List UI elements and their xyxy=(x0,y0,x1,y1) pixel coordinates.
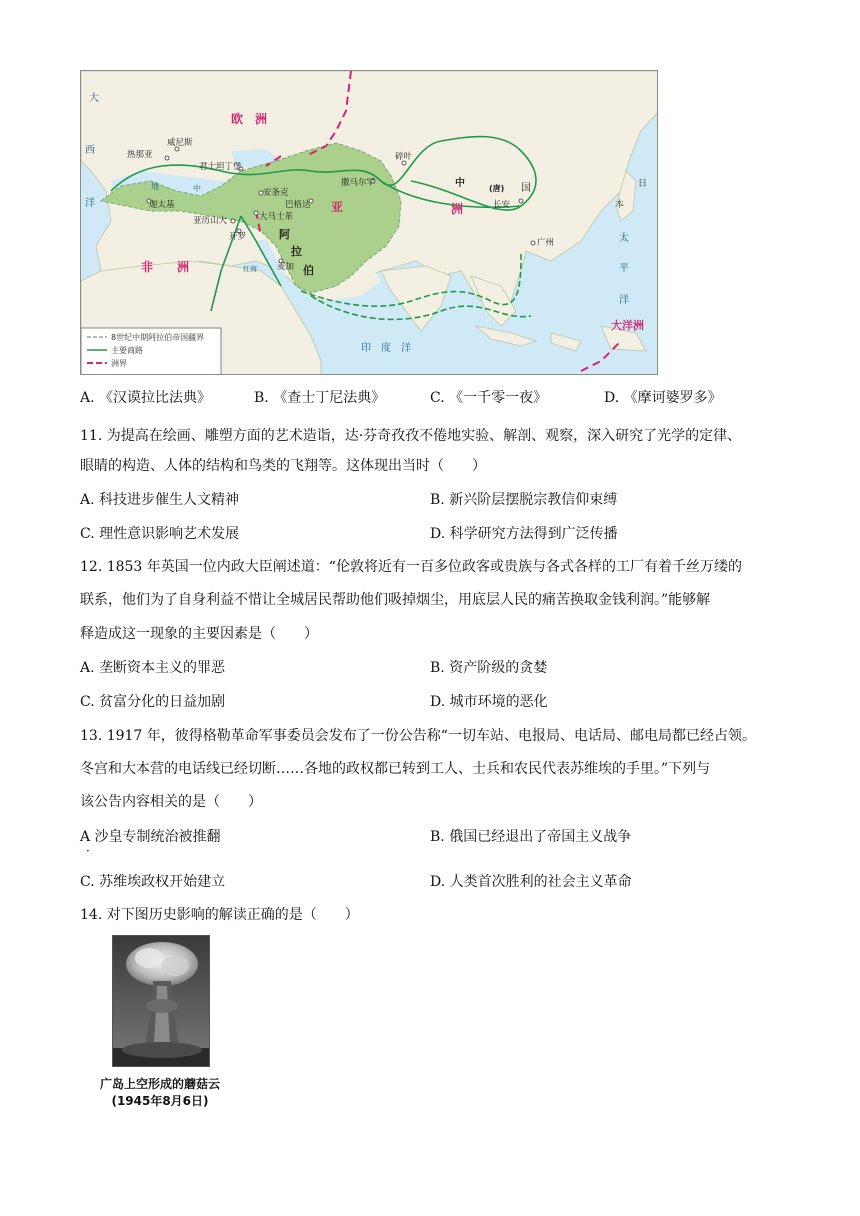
q10-option-c[interactable]: C. 《一千零一夜》 xyxy=(430,390,548,406)
label-china-2: (唐) xyxy=(489,184,505,193)
label-antioch: 安条克 xyxy=(263,188,289,198)
q12-option-c[interactable]: C. 贫富分化的日益加剧 xyxy=(80,694,226,710)
label-pacific-3: 洋 xyxy=(619,295,629,306)
q11-stem-line2: 眼睛的构造、人体的结构和鸟类的飞翔等。这体现出当时（ ） xyxy=(80,458,486,474)
label-samarkand: 撒马尔罕 xyxy=(341,178,376,188)
q13-option-d[interactable]: D. 人类首次胜利的社会主义革命 xyxy=(430,874,632,890)
label-arabia-2: 拉 xyxy=(291,245,302,258)
q10-option-b[interactable]: B. 《查士丁尼法典》 xyxy=(254,390,386,406)
label-atlantic-2: 西 xyxy=(85,145,95,156)
mushroom-cloud-photo xyxy=(112,935,210,1067)
q13-option-b[interactable]: B. 俄国已经退出了帝国主义战争 xyxy=(430,829,632,845)
q14-stem-line1: 14. 对下图历史影响的解读正确的是（ ） xyxy=(80,907,359,923)
q10-option-a[interactable]: A. 《汉谟拉比法典》 xyxy=(80,390,212,406)
label-africa: 非 洲 xyxy=(141,260,190,274)
q12-option-d[interactable]: D. 城市环境的恶化 xyxy=(430,694,548,710)
q13-option-a[interactable]: A 沙皇专制统治被推翻 xyxy=(80,829,221,845)
label-tunis: 迦太基 xyxy=(149,200,175,210)
q11-option-c[interactable]: C. 理性意识影响艺术发展 xyxy=(80,526,240,542)
label-china-3: 国 xyxy=(521,183,531,194)
label-mecca: 麦加 xyxy=(277,262,295,272)
label-constantinople: 君士坦丁堡 xyxy=(199,162,242,172)
q12-option-a[interactable]: A. 垄断资本主义的罪恶 xyxy=(80,660,226,676)
legend-boundary-label: 8世纪中期阿拉伯帝国疆界 xyxy=(111,333,205,342)
label-genoa: 热那亚 xyxy=(127,150,153,160)
label-guangzhou: 广州 xyxy=(537,238,555,248)
label-indian-ocean: 印 度 洋 xyxy=(361,343,411,354)
label-baghdad: 巴格达 xyxy=(285,200,311,210)
q13-option-c[interactable]: C. 苏维埃政权开始建立 xyxy=(80,874,226,890)
q10-option-d[interactable]: D. 《摩诃婆罗多》 xyxy=(604,390,722,406)
q11-option-b[interactable]: B. 新兴阶层摆脱宗教信仰束缚 xyxy=(430,492,618,508)
label-cairo: 开罗 xyxy=(229,232,247,242)
label-asia-zhou: 洲 xyxy=(451,202,464,216)
q13-stem-line2: 冬宫和大本营的电话线已经切断……各地的政权都已转到工人、士兵和农民代表苏维埃的手里。”下列与 xyxy=(80,761,711,777)
q13-option-a-dot: · xyxy=(86,844,90,858)
q12-stem-line3: 释造成这一现象的主要因素是（ ） xyxy=(80,626,318,642)
mushroom-cloud-image xyxy=(113,936,210,1067)
map-svg xyxy=(81,71,658,375)
label-atlantic-1: 大 xyxy=(89,93,99,104)
q11-option-d[interactable]: D. 科学研究方法得到广泛传播 xyxy=(430,526,618,542)
q13-stem-line1: 13. 1917 年，彼得格勒革命军事委员会发布了一份公告称“一切车站、电报局、电话局、邮电局都已经占领。 xyxy=(80,728,756,744)
label-japan-2: 本 xyxy=(615,200,625,210)
historical-map xyxy=(80,70,658,375)
legend-route-label: 主要商路 xyxy=(111,346,143,355)
photo-caption-date: (1945年8月6日) xyxy=(111,1094,209,1108)
q12-stem-line2: 联系，他们为了自身利益不惜让全城居民帮助他们吸掉烟尘，用底层人民的痛苦换取金钱利润。”能够解 xyxy=(80,592,711,608)
label-med-1: 地 xyxy=(151,182,159,191)
label-arabia-3: 伯 xyxy=(303,264,314,277)
label-pacific-2: 平 xyxy=(619,263,629,274)
label-oceania: 大洋洲 xyxy=(611,319,644,332)
q11-stem-line1: 11. 为提高在绘画、雕塑方面的艺术造诣，达·芬奇孜孜不倦地实验、解剖、观察，深入研究了光学的定律、 xyxy=(80,428,742,444)
label-pacific-1: 太 xyxy=(619,233,629,244)
label-red-sea: 红海 xyxy=(243,265,257,273)
land-india xyxy=(381,266,451,331)
label-alexandria: 亚历山大 xyxy=(193,216,228,226)
label-china-1: 中 xyxy=(455,178,465,189)
label-japan-1: 日 xyxy=(638,179,648,189)
q12-stem-line1: 12. 1853 年英国一位内政大臣阐述道：“伦敦将近有一百多位政客或贵族与各式各样的工厂有着千丝万缕的 xyxy=(80,559,742,575)
label-changan: 长安 xyxy=(493,200,511,210)
label-venice: 威尼斯 xyxy=(167,138,193,148)
label-damascus: 大马士革 xyxy=(259,212,294,222)
label-europe: 欧 洲 xyxy=(231,112,268,126)
q12-option-b[interactable]: B. 资产阶级的贪婪 xyxy=(430,660,548,676)
photo-caption-title: 广岛上空形成的蘑菇云 xyxy=(99,1077,220,1091)
legend-continent-boundary-label: 洲界 xyxy=(111,359,127,368)
q13-stem-line3: 该公告内容相关的是（ ） xyxy=(80,794,262,810)
label-atlantic-3: 洋 xyxy=(85,198,95,209)
q11-option-a[interactable]: A. 科技进步催生人文精神 xyxy=(80,492,240,508)
label-asia: 亚 xyxy=(331,200,344,214)
label-suyab: 碎叶 xyxy=(395,152,413,162)
label-med-2: 中 xyxy=(193,184,201,193)
label-arabia-1: 阿 xyxy=(279,228,290,241)
